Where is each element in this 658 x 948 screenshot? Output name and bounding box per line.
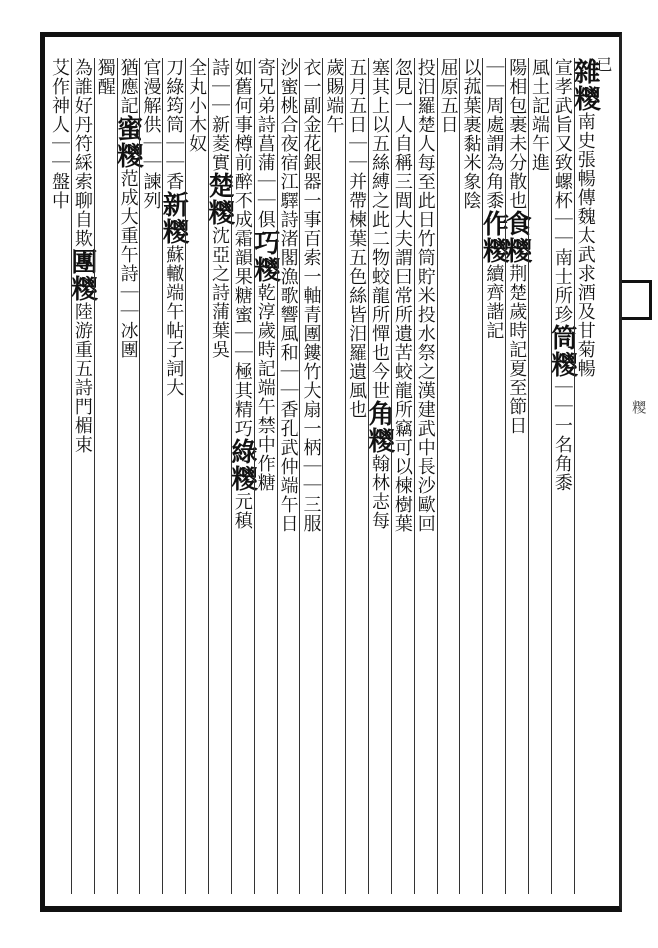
text-column-22 <box>94 58 116 894</box>
body-text: 寄兄弟詩菖蒲｜｜俱 <box>254 58 276 229</box>
body-text: 五月五日｜｜并帶楝葉五色絲皆汨羅遺風也 <box>346 58 368 419</box>
text-column-8 <box>414 58 436 894</box>
heading-term: 巧糭 <box>249 229 280 283</box>
heading-term: 作糭 <box>478 210 509 264</box>
body-text: 歲賜端午 <box>323 58 345 134</box>
text-column-2 <box>546 58 577 894</box>
body-text: ｜｜一名角黍 <box>551 378 573 492</box>
body-text: 翰林志每 <box>369 454 391 530</box>
body-text: 衣一副金花銀器一事百索一軸青團鏤竹大扇一柄｜｜三服 <box>300 58 322 533</box>
body-text: 霜韻果糖蜜｜｜極其精巧 <box>231 229 253 438</box>
text-column-9 <box>391 58 413 894</box>
body-text: 蘇轍端午帖子詞大 <box>163 245 185 397</box>
body-text: 范成大重午詩｜｜冰團 <box>117 169 139 359</box>
body-text: 全丸小木奴 <box>186 58 208 153</box>
text-column-20 <box>139 58 161 894</box>
text-column-24 <box>48 58 70 894</box>
body-text: 陸游重五詩門楣束 <box>71 302 93 454</box>
text-column-21 <box>112 58 143 894</box>
body-text: 獨醒 <box>94 58 116 96</box>
text-column-12 <box>322 58 344 894</box>
text-column-4 <box>501 58 532 894</box>
body-text: 屈原五日 <box>437 58 459 134</box>
text-column-13 <box>299 58 321 894</box>
body-text: 元稹 <box>231 492 253 530</box>
heading-term: 團糭 <box>66 248 97 302</box>
text-column-19 <box>158 58 189 894</box>
text-column-16 <box>226 58 257 894</box>
text-column-3 <box>528 58 550 894</box>
body-text: 投汨羅楚人每至此日竹筒貯米投水祭之漢建武中長沙歐回 <box>414 58 436 533</box>
text-column-10 <box>364 58 395 894</box>
heading-term: 食糭 <box>501 210 532 264</box>
body-text: 塞其上以五絲縛之此二物蛟龍所憚也今世 <box>369 58 391 400</box>
body-text: 以菰葉裹黏米象陰 <box>460 58 482 210</box>
fold-tab-mark <box>622 280 652 320</box>
body-text: 南史張暢傳魏太武求酒及甘菊暢 <box>574 112 596 378</box>
body-text: 沙蜜桃合夜宿江驛詩渚閣漁歌響風和｜｜香孔武仲端午日 <box>277 58 299 533</box>
edge-mark: 糭 <box>630 400 646 414</box>
body-text: 陽相包裹未分散也 <box>506 58 528 210</box>
body-text: 艾作神人｜｜盤中 <box>49 58 70 210</box>
body-text: 乾淳歲時記端午禁中作糖 <box>254 283 276 492</box>
text-column-7 <box>437 58 459 894</box>
page-top-mark: 已 <box>594 56 613 72</box>
body-text: 猶應記 <box>117 58 139 115</box>
body-text: 忽見一人自稱三閭大夫謂曰常所遺苦蛟龍所竊可以楝樹葉 <box>391 58 413 533</box>
text-column-5 <box>478 58 509 894</box>
heading-term: 綠糭 <box>226 438 257 492</box>
text-column-11 <box>345 58 367 894</box>
body-text: 詩｜｜新菱實 <box>209 58 231 172</box>
body-text: 荆楚歲時記夏至節日 <box>506 264 528 435</box>
heading-term: 新糭 <box>158 191 189 245</box>
body-text: 沈亞之詩蒲葉吳 <box>209 226 231 359</box>
text-column-6 <box>459 58 481 894</box>
text-column-14 <box>277 58 299 894</box>
text-column-23 <box>66 58 97 894</box>
body-text: 為誰好丹符綵索聊自欺 <box>71 58 93 248</box>
body-text: 官漫解供｜｜諫列 <box>140 58 162 210</box>
body-text: 宣孝武旨又致螺杯｜｜南士所珍 <box>551 58 573 324</box>
heading-term: 角糭 <box>364 400 395 454</box>
text-column-1 <box>569 58 600 894</box>
vertical-text-area <box>48 58 600 894</box>
heading-term: 楚糭 <box>204 172 235 226</box>
body-text: 風土記端午進 <box>529 58 551 172</box>
text-column-15 <box>249 58 280 894</box>
body-text: 續齊諧記 <box>483 264 505 340</box>
heading-term: 筒糭 <box>546 324 577 378</box>
heading-term: 蜜糭 <box>112 115 143 169</box>
heading-term: 雜糭 <box>569 58 600 112</box>
body-text: 刀綠筠筒｜｜香 <box>163 58 185 191</box>
body-text: 如舊何事樽前醉不成 <box>231 58 253 229</box>
body-text: ｜｜周處謂為角黍 <box>483 58 505 210</box>
